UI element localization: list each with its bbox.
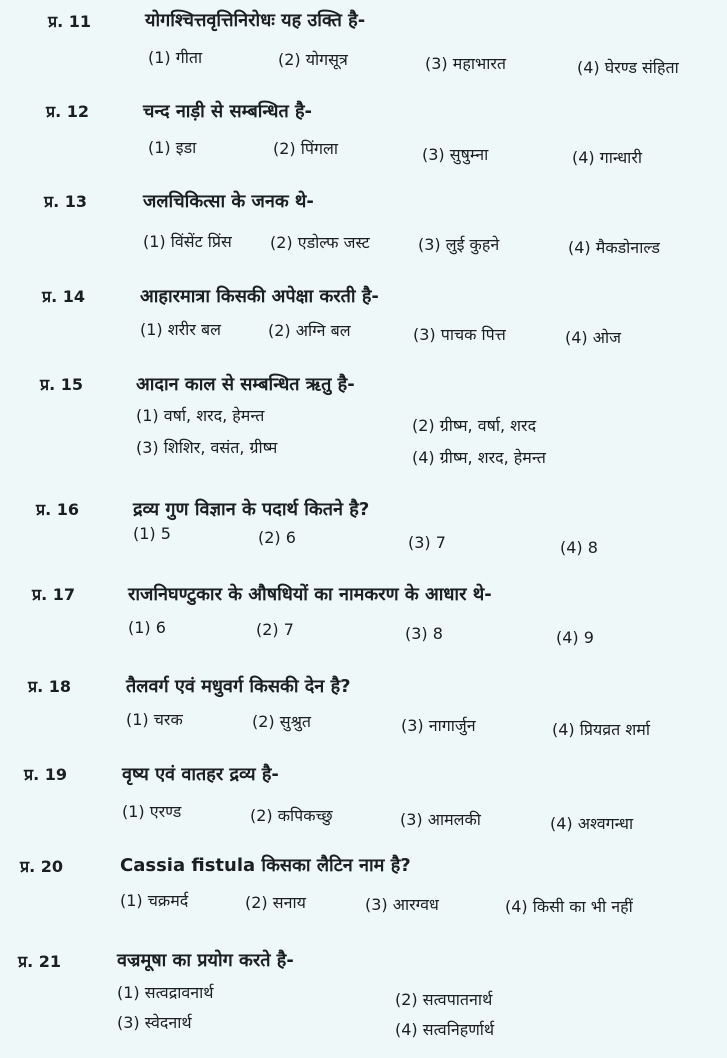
question-text: राजनिघण्टुकार के औषधियों का नामकरण के आधार थे-: [128, 584, 492, 605]
question-text: वज्रमूषा का प्रयोग करते है-: [117, 950, 294, 971]
answer-option: (4) ओज: [565, 328, 621, 347]
question-number: प्र. 11: [48, 12, 92, 31]
answer-option: (2) 7: [256, 620, 294, 639]
answer-option: (4) प्रियव्रत शर्मा: [552, 720, 650, 739]
question-number: प्र. 18: [28, 677, 72, 696]
answer-option: (3) सुषुम्ना: [422, 145, 489, 164]
question-number: प्र. 17: [32, 585, 76, 604]
answer-option: (2) कपिकच्छु: [250, 806, 333, 825]
question-number: प्र. 13: [44, 192, 88, 211]
answer-option: (1) विंसेंट प्रिंस: [143, 232, 232, 251]
answer-option: (4) ग्रीष्म, शरद, हेमन्त: [412, 448, 546, 467]
answer-option: (4) 9: [556, 628, 594, 647]
question-number: प्र. 19: [24, 765, 68, 784]
answer-option: (4) किसी का भी नहीं: [505, 897, 633, 916]
answer-option: (1) चरक: [126, 710, 183, 729]
question-text: आदान काल से सम्बन्धित ऋतु है-: [136, 374, 355, 395]
question-text: द्रव्य गुण विज्ञान के पदार्थ कितने है?: [133, 499, 370, 520]
question-number: प्र. 20: [20, 857, 64, 876]
question-text: चन्द नाड़ी से सम्बन्धित है-: [143, 101, 313, 122]
answer-option: (3) स्वेदनार्थ: [117, 1013, 192, 1032]
answer-option: (1) 6: [128, 618, 166, 637]
answer-option: (3) शिशिर, वसंत, ग्रीष्म: [136, 438, 278, 457]
question-text: तैलवर्ग एवं मधुवर्ग किसकी देन है?: [126, 676, 351, 697]
question-number: प्र. 21: [18, 952, 62, 971]
answer-option: (4) 8: [560, 538, 598, 557]
answer-option: (4) मैकडोनाल्ड: [568, 238, 660, 257]
answer-option: (1) गीता: [148, 48, 203, 67]
question-number: प्र. 16: [36, 500, 80, 519]
answer-option: (3) 7: [408, 533, 446, 552]
answer-option: (3) आमलकी: [400, 810, 481, 829]
question-text: Cassia fistula किसका लैटिन नाम है?: [120, 855, 411, 876]
answer-option: (2) सत्वपातनार्थ: [395, 990, 493, 1009]
answer-option: (1) चक्रमर्द: [120, 891, 189, 910]
answer-option: (2) योगसूत्र: [278, 50, 348, 69]
question-text: आहारमात्रा किसकी अपेक्षा करती है-: [140, 286, 379, 307]
answer-option: (2) एडोल्फ जस्ट: [270, 233, 370, 252]
answer-option: (1) इडा: [148, 138, 197, 157]
answer-option: (1) वर्षा, शरद, हेमन्त: [136, 406, 265, 425]
answer-option: (2) सनाय: [245, 893, 306, 912]
answer-option: (4) सत्वनिहर्णार्थ: [395, 1020, 495, 1039]
answer-option: (2) 6: [258, 528, 296, 547]
question-number: प्र. 14: [42, 287, 86, 306]
question-number: प्र. 15: [40, 375, 84, 394]
answer-option: (3) पाचक पित्त: [413, 325, 506, 344]
question-text: वृष्य एवं वातहर द्रव्य है-: [122, 764, 279, 785]
answer-option: (3) लुई कुहने: [418, 235, 500, 254]
question-text: योगश्चित्तवृत्तिनिरोधः यह उक्ति है-: [145, 10, 366, 31]
answer-option: (3) 8: [405, 624, 443, 643]
answer-option: (4) अश्वगन्धा: [550, 814, 634, 833]
answer-option: (3) नागार्जुन: [401, 716, 476, 735]
question-text: जलचिकित्सा के जनक थे-: [143, 191, 314, 212]
answer-option: (2) सुश्रुत: [252, 712, 312, 731]
answer-option: (4) घेरण्ड संहिता: [577, 58, 679, 77]
answer-option: (1) 5: [133, 524, 171, 543]
answer-option: (2) अग्नि बल: [268, 321, 351, 340]
answer-option: (3) आरग्वध: [365, 895, 439, 914]
answer-option: (1) शरीर बल: [140, 320, 221, 339]
answer-option: (2) ग्रीष्म, वर्षा, शरद: [412, 416, 537, 435]
answer-option: (3) महाभारत: [425, 54, 507, 73]
answer-option: (2) पिंगला: [273, 139, 338, 158]
answer-option: (4) गान्धारी: [572, 148, 643, 167]
question-number: प्र. 12: [46, 102, 90, 121]
answer-option: (1) सत्वद्रावनार्थ: [117, 983, 214, 1002]
answer-option: (1) एरण्ड: [122, 802, 182, 821]
